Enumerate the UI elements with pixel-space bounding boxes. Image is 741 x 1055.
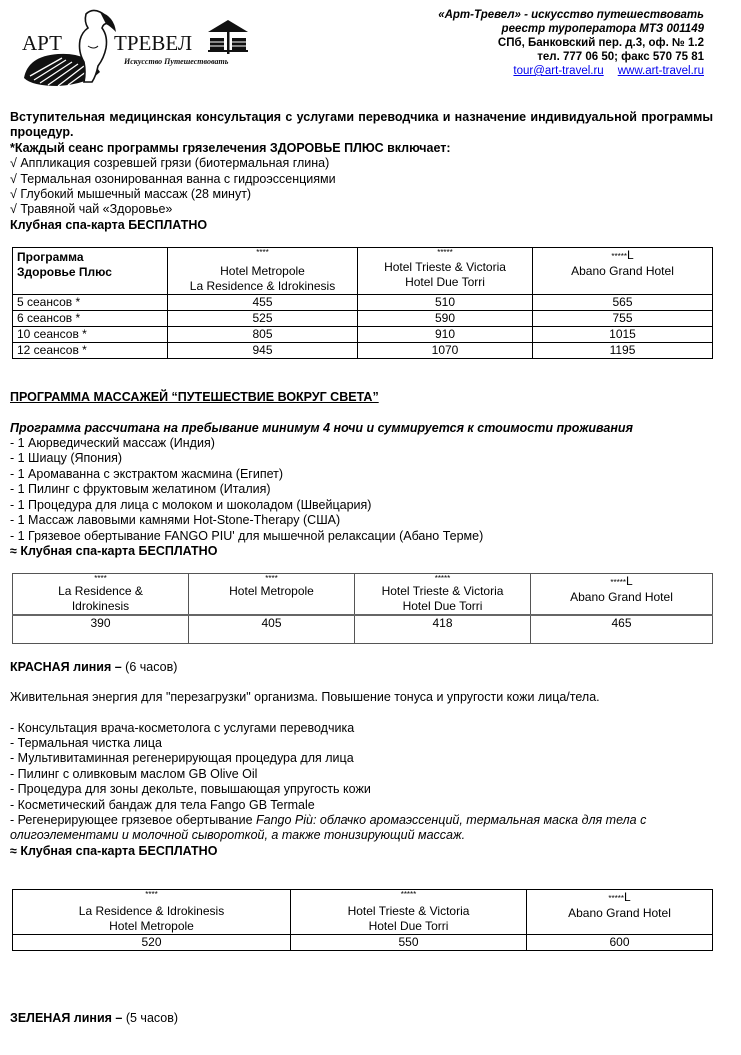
- hotel-name: Hotel Metropole: [229, 584, 314, 599]
- hotel-column-header: [531, 574, 713, 616]
- price-cell: 525: [168, 311, 358, 327]
- procedure-item: - Процедура для зоны декольте, повышающая упругость кожи: [10, 782, 371, 797]
- hotel-name: Hotel Due Torri: [368, 919, 449, 934]
- hotel-column-header: [168, 248, 358, 295]
- price-cell: 945: [168, 343, 358, 359]
- hotel-name: La Residence & Idrokinesis: [78, 904, 225, 919]
- massage-item: - 1 Аромаванна с экстрактом жасмина (Египет): [10, 466, 284, 481]
- price-cell: 510: [358, 295, 533, 311]
- phone-fax: тел. 777 06 50; факс 570 75 81: [537, 51, 704, 63]
- hotel-column-header: [13, 890, 291, 935]
- price-cell: 520: [13, 935, 291, 951]
- price-cell: 405: [189, 615, 355, 643]
- document-body: [10, 110, 713, 1027]
- hotel-name: Hotel Metropole: [109, 919, 194, 934]
- intro-consultation: Вступительная медицинская консультация с услугами переводчика и назначение индивидуальной программы процедур.: [10, 110, 713, 140]
- spa-card-note: Клубная спа-карта БЕСПЛАТНО: [10, 217, 208, 232]
- table-row: [13, 295, 713, 311]
- hotel-name: Abano Grand Hotel: [568, 906, 671, 921]
- price-cell: 600: [527, 935, 713, 951]
- procedure-item: - Термальная чистка лица: [10, 736, 162, 751]
- massage-item: - 1 Грязевое обертывание FANGO PIU' для мышечной релаксации (Абано Терме): [10, 528, 484, 543]
- price-cell: 465: [531, 615, 713, 643]
- star-rating: ****: [94, 574, 107, 584]
- star-rating: ****: [256, 248, 269, 258]
- hotel-name: Hotel Trieste & Victoria: [347, 904, 470, 919]
- hotel-column-header: [355, 574, 531, 616]
- procedure-details: Fango Più: облачко аромаэссенций, термальная маска для тела с олигоэлементами и молочной сывороткой, а также тонизирующий массаж.: [10, 813, 647, 843]
- price-cell: 550: [291, 935, 527, 951]
- star-rating: ****: [265, 574, 278, 584]
- section-red-line: [10, 660, 713, 951]
- hotel-name: Idrokinesis: [71, 599, 130, 614]
- procedure-item: - Косметический бандаж для тела Fango GB Termale: [10, 797, 315, 812]
- includes-item: √ Травяной чай «Здоровье»: [10, 202, 173, 217]
- corner-line: Здоровье Плюс: [17, 265, 112, 280]
- procedure-item: - Консультация врача-косметолога с услугами переводчика: [10, 720, 355, 735]
- hotel-column-header: [358, 248, 533, 295]
- hotel-column-header: [527, 890, 713, 935]
- includes-item: √ Аппликация созревшей грязи (биотермальная глина): [10, 156, 330, 171]
- includes-title: *Каждый сеанс программы грязелечения ЗДОРОВЬЕ ПЛЮС включает:: [10, 140, 451, 155]
- hotel-name: Hotel Trieste & Victoria: [381, 584, 504, 599]
- table-header-row: [13, 574, 713, 616]
- procedure-item: - Мультивитаминная регенерирующая процедура для лица: [10, 751, 354, 766]
- hotel-name: Abano Grand Hotel: [570, 590, 673, 605]
- massage-item: - 1 Аюрведический массаж (Индия): [10, 436, 215, 451]
- hotel-column-header: [533, 248, 713, 295]
- hotel-name: Hotel Metropole: [220, 264, 305, 279]
- hotel-column-header: [13, 574, 189, 616]
- corner-line: Программа: [17, 250, 84, 265]
- hotel-name: La Residence &: [58, 584, 143, 599]
- sessions-label: 12 сеансов *: [13, 343, 168, 359]
- page-header: [0, 0, 741, 100]
- stars: *****: [611, 252, 627, 262]
- massage-price-table: [12, 573, 713, 644]
- star-rating: *****: [434, 574, 451, 584]
- section-subtitle: Программа рассчитана на пребывание минимум 4 ночи и суммируется к стоимости проживания: [10, 420, 633, 435]
- price-cell: 455: [168, 295, 358, 311]
- hotel-column-header: [189, 574, 355, 616]
- price-cell: 390: [13, 615, 189, 643]
- price-cell: 418: [355, 615, 531, 643]
- stars: *****: [610, 578, 626, 588]
- massage-item: - 1 Пилинг с фруктовым желатином (Италия): [10, 482, 271, 497]
- includes-item: √ Термальная озонированная ванна с гидроэссенциями: [10, 171, 336, 186]
- spa-card-note: ≈ Клубная спа-карта БЕСПЛАТНО: [10, 543, 218, 558]
- sessions-label: 10 сеансов *: [13, 327, 168, 343]
- table-row: [13, 327, 713, 343]
- section-title: ПРОГРАММА МАССАЖЕЙ “ПУТЕШЕСТВИЕ ВОКРУГ СВЕТА”: [10, 390, 379, 405]
- hotel-name: Hotel Due Torri: [402, 599, 483, 614]
- company-slogan: «Арт-Тревел» - искусство путешествовать: [438, 9, 704, 21]
- star-rating: [611, 248, 634, 263]
- hotel-name: Abano Grand Hotel: [571, 264, 674, 279]
- price-cell: 1015: [533, 327, 713, 343]
- title-duration: (6 часов): [121, 659, 178, 674]
- price-cell: 805: [168, 327, 358, 343]
- logo-graphic: [18, 6, 258, 88]
- procedure-item: [10, 813, 713, 844]
- price-cell: 910: [358, 327, 533, 343]
- email-link[interactable]: tour@art-travel.ru: [513, 65, 604, 77]
- beach-umbrella-icon: [208, 20, 248, 54]
- website-link[interactable]: www.art-travel.ru: [617, 65, 704, 77]
- massage-item: - 1 Шиацу (Япония): [10, 451, 123, 466]
- operator-registry: реестр туроператора МТЗ 001149: [501, 23, 704, 35]
- hotel-name: Hotel Due Torri: [405, 275, 485, 290]
- contact-block: [438, 8, 704, 78]
- price-cell: 1070: [358, 343, 533, 359]
- red-line-price-table: [12, 889, 713, 951]
- star-rating: ****: [145, 890, 158, 900]
- star-rating: *****: [400, 890, 417, 900]
- price-cell: 590: [358, 311, 533, 327]
- includes-item: √ Глубокий мышечный массаж (28 минут): [10, 187, 252, 202]
- logo-word-right: ТРЕВЕЛ: [114, 31, 193, 55]
- section-title: [10, 1011, 713, 1026]
- health-plus-price-table: [12, 247, 713, 359]
- logo-word-left: АРТ: [22, 31, 62, 55]
- title-duration: (5 часов): [122, 1011, 179, 1026]
- table-row: [13, 935, 713, 951]
- sessions-label: 5 сеансов *: [13, 295, 168, 311]
- table-row: [13, 615, 713, 643]
- massage-item: - 1 Процедура для лица с молоком и шоколадом (Швейцария): [10, 497, 372, 512]
- title-bold: КРАСНАЯ линия –: [10, 659, 122, 674]
- section-green-line: [10, 1011, 713, 1026]
- sessions-label: 6 сеансов *: [13, 311, 168, 327]
- office-address: СПб, Банковский пер. д.3, оф. № 1.2: [497, 37, 704, 49]
- hotel-name: La Residence & Idrokinesis: [189, 279, 336, 294]
- hotel-name: Hotel Trieste & Victoria: [384, 260, 506, 275]
- table-header-row: [13, 890, 713, 935]
- procedure-text: - Регенерирующее грязевое обертывание: [10, 813, 256, 828]
- title-bold: ЗЕЛЕНАЯ линия –: [10, 1011, 123, 1026]
- table-row: [13, 311, 713, 327]
- hotel-column-header: [291, 890, 527, 935]
- star-rating: [608, 890, 631, 905]
- table-row: [13, 343, 713, 359]
- luxury-mark: L: [623, 890, 631, 905]
- section-massage-world-tour: [10, 390, 713, 644]
- table-corner-header: [13, 248, 168, 295]
- star-rating: [610, 574, 633, 589]
- table-header-row: [13, 248, 713, 295]
- section-description: Живительная энергия для "перезагрузки" организма. Повышение тонуса и упругости кожи лица/тела.: [10, 690, 600, 705]
- section-health-plus: [10, 110, 713, 359]
- star-rating: *****: [437, 248, 453, 258]
- spa-card-note: ≈ Клубная спа-карта БЕСПЛАТНО: [10, 843, 218, 858]
- procedure-item: - Пилинг с оливковым маслом GB Olive Oil: [10, 766, 258, 781]
- massage-item: - 1 Массаж лавовыми камнями Hot-Stone-Therapy (США): [10, 513, 341, 528]
- luxury-mark: L: [625, 574, 633, 589]
- logo-tagline: Искусство Путешествовать: [124, 57, 229, 66]
- art-travel-logo: [18, 6, 258, 88]
- price-cell: 1195: [533, 343, 713, 359]
- section-title: [10, 660, 713, 675]
- luxury-mark: L: [626, 248, 634, 263]
- price-cell: 565: [533, 295, 713, 311]
- price-cell: 755: [533, 311, 713, 327]
- stars: *****: [608, 894, 624, 904]
